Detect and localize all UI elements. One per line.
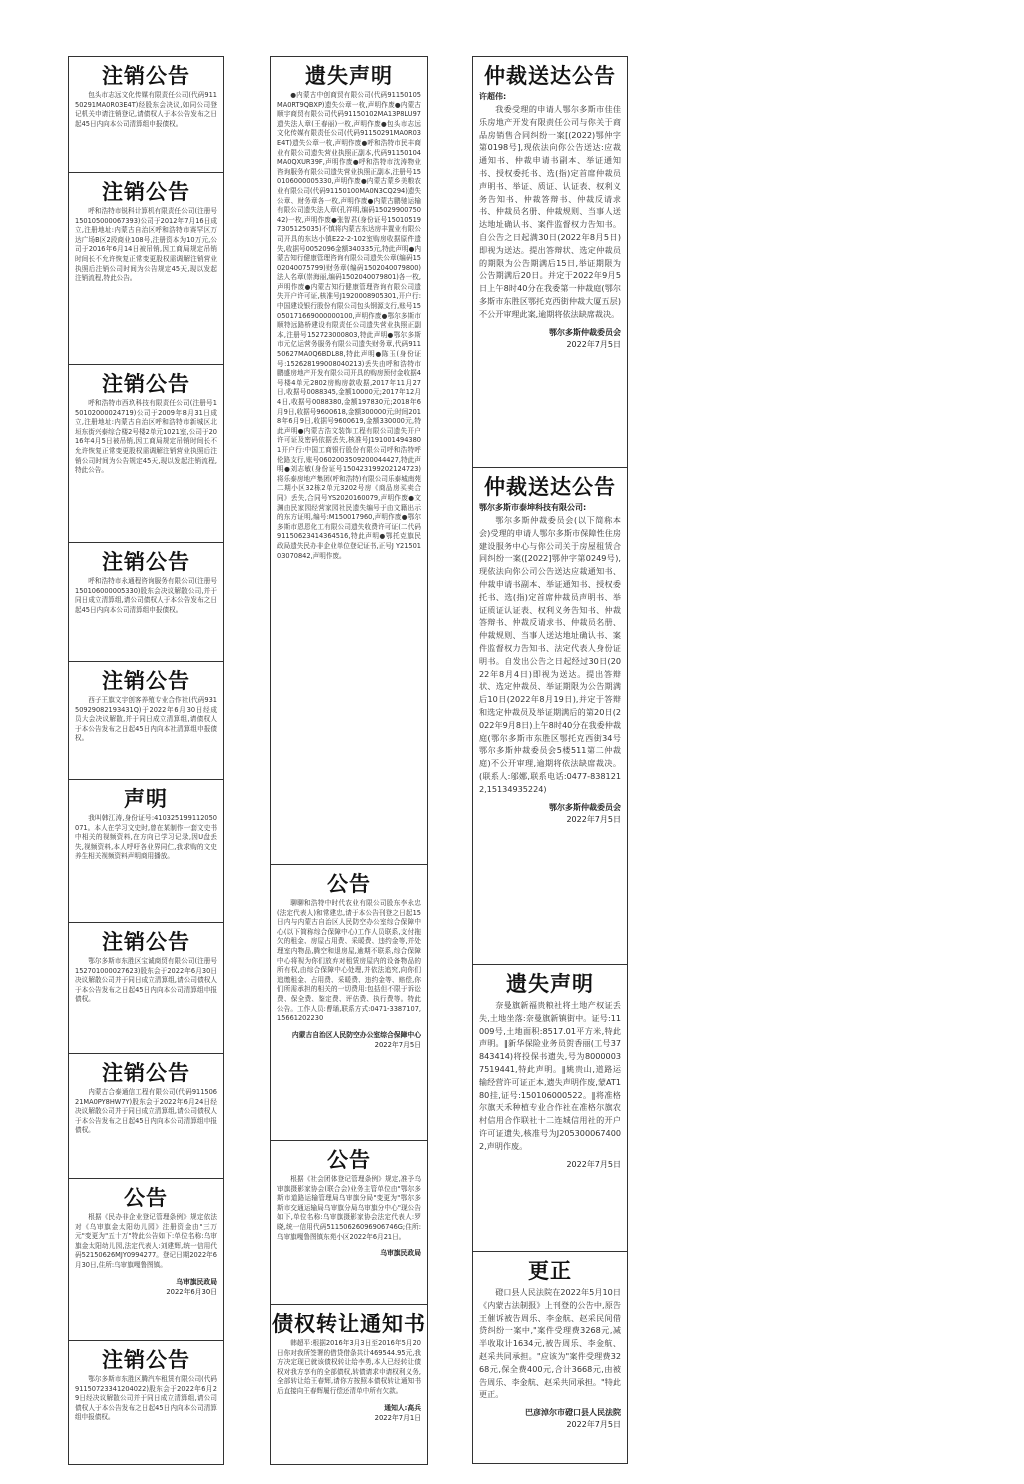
- notice-body: 聊聊和浩特中时代农业有限公司股东李永忠(法定代表人)和常建忠,请于本公告刊登之日起15日内与内蒙古自治区人民防空办公室综合保障中心(以下简称综合保障中心)工作人员联系,支付拖欠的租金、房屋占用费、采暖费、违约金等,并处理室内物品,腾空和退房屋,逾期不联系,综合保障中心将视为你们放弃对租赁房屋内的设备物品的所有权,由综合保障中心处理,并依法追究,向你们追缴租金、占用费、采暖费、违约金等、赔偿,你们所需承担的相关的一切费用:包括但不限于诉讼费、保全费、鉴定费、评估费、执行费等。特此公告。工作人员:曹璠,联系方式:0471-3387107,15661202230: [277, 899, 421, 1023]
- notice-body: 呼和浩特市永通程咨询服务有限公司(注册号150106000005330)股东会决议解散公司,并于同日成立清算组,请公司债权人于本公告发布之日起45日内向本公司清算组申报债权。: [75, 577, 217, 614]
- notice-date: 2022年7月1日: [374, 1413, 421, 1422]
- notice-box: [68, 662, 224, 780]
- notice-date: 2022年7月5日: [566, 339, 621, 349]
- notice-title: 更正: [528, 1258, 572, 1283]
- notice-box: [68, 923, 224, 1054]
- notice-box: [472, 468, 628, 965]
- notice-title: 注销公告: [102, 179, 190, 204]
- notice-title: 注销公告: [102, 668, 190, 693]
- notice-box: [472, 965, 628, 1252]
- notice-box: [270, 1305, 428, 1465]
- notice-signer: 乌审旗民政局: [380, 1249, 421, 1258]
- notice-box: [68, 173, 224, 365]
- notice-box: [68, 1341, 224, 1465]
- notice-signer: 巴彦淖尔市磴口县人民法院: [525, 1408, 621, 1418]
- column-right: [472, 56, 628, 1464]
- notice-body: 包头市志远文化传媒有限责任公司(代码91150291MA0R03E4T)经股东会决议,如同公司登记机关申请注销登记,请债权人于本公告发布之日起45日内向本公司清算组申报债权。: [75, 91, 217, 128]
- notice-box: [472, 56, 628, 468]
- notice-body: 韩超平:根据2016年3月3日至2016年5月20日你对我所签署的借贷借条共计469544.95元,我方决定现已就该债权转让给李勇,本人已经转让债权对我方享有的全部债权,转债请求申请权利义务,全部转让给王春辉,请你方按照本债权转让通知书后直接向王春辉履行偿还清单中所有欠款。: [277, 1339, 421, 1395]
- notice-signer: 内蒙古自治区人民防空办公室综合保障中心: [291, 1030, 421, 1039]
- notice-body: 根据《社会团体登记管理条例》规定,准予乌审旗摄影家协会(联合会)业务主管单位由"鄂尔多斯市道路运输管理局乌审旗分局"变更为"鄂尔多斯市交通运输局乌审旗分局乌审旗分中心"现公告如下,单位名称:乌审旗摄影家协会法定代表人:罗晓,统一信用代码51150626096906746G;住所:乌审旗嘎鲁图镇东苑小区2022年6月21日。: [277, 1175, 421, 1241]
- notice-box: [68, 56, 224, 173]
- notice-title: 注销公告: [102, 929, 190, 954]
- notice-box: [270, 865, 428, 1141]
- notice-title: 债权转让通知书: [272, 1311, 426, 1336]
- notice-addressee: 鄂尔多斯市泰坤科技有限公司:: [479, 503, 587, 512]
- notice-box: [68, 1054, 224, 1179]
- notice-box: [270, 1141, 428, 1305]
- notice-title: 注销公告: [102, 1347, 190, 1372]
- notice-body: 鄂尔多斯市东胜区宝诚商贸有限公司(注册号152701000027623)股东会于2022年6月30日决议解散公司并于同日成立清算组,请公司债权人于本公告发布之日起45日内向本公司清算组申报债权。: [75, 957, 217, 1004]
- notice-signer: 乌审旗民政局: [176, 1277, 217, 1286]
- notice-body: 磴口县人民法院在2022年5月10日《内蒙古法制报》上刊登的公告中,原告王催诉被告周乐、李金航、赵采民间借贷纠纷一案中,"案件受理费3268元,减半收取计1634元,被告周乐、李金航、赵采共同承担。"应该为"案件受理费3268元,保全费400元,合计3668元,由被告周乐、李金航、赵采共同承担。"特此更正。: [479, 1287, 621, 1400]
- notice-body: 我叫韩江涛,身份证号:410325199112050071。本人在学习文史时,曾在某制作一套文史书中相关的视频资料,在方向已学习记录,因U盘丢失,视频资料,本人呼吁各业界同仁,我求购的文史养生相关视频资料声明商用播放。: [75, 814, 217, 861]
- notice-signer: 鄂尔多斯仲裁委员会: [549, 802, 621, 812]
- notice-title: 遗失声明: [305, 63, 393, 88]
- notice-box: [68, 1179, 224, 1341]
- notice-signer: 鄂尔多斯仲裁委员会: [549, 327, 621, 337]
- notice-box: [68, 780, 224, 923]
- notice-box: [472, 1252, 628, 1464]
- notice-box: [270, 56, 428, 865]
- notice-title: 公告: [124, 1185, 168, 1210]
- notice-title: 注销公告: [102, 549, 190, 574]
- notice-body: 我委受理的申请人鄂尔多斯市佳佳乐房地产开发有限责任公司与你关于商品房销售合同纠纷一案[(2022)鄂仲字第0198号],现依法向你公告送达:应裁通知书、仲裁申请书副本、举证通知书、授权委托书、选(指)定首席仲裁员声明书、举证、质证、认证表、权利义务告知书、仲裁答辩书、仲裁反请求书、仲裁员名册、仲裁规则、当事人送达地址确认书、案件监督权力告知书。自公告之日起满30日(2022年8月5日)即视为送达。提出答辩状、选定仲裁员的期限为公告期满后15日,举证期限为公告期满后20日。并定于2022年9月5日上午8时40分在我委第一仲裁庭(鄂尔多斯市东胜区鄂托克西街仲裁大厦五层)不公开审理此案,逾期将依法缺席裁决。: [479, 104, 621, 319]
- notice-title: 公告: [327, 1147, 371, 1172]
- notice-title: 仲裁送达公告: [484, 474, 616, 499]
- column-left: [68, 56, 224, 1465]
- notice-box: [68, 543, 224, 662]
- column-middle: [270, 56, 428, 1465]
- notice-date: 2022年7月5日: [566, 1159, 621, 1169]
- notice-body: 鄂尔多斯市东胜区腾汽车租赁有限公司(代码91150723341204022)股东会于2022年6月29日经决议解散公司并于同日成立清算组,请公司债权人于本公告发布之日起45日内向本公司清算组申报债权。: [75, 1375, 217, 1422]
- notice-date: 2022年7月5日: [566, 814, 621, 824]
- notice-title: 公告: [327, 871, 371, 896]
- notice-title: 声明: [124, 786, 168, 811]
- notice-body: 鄂尔多斯仲裁委员会(以下简称本会)受理的申请人鄂尔多斯市保障性住房建设服务中心与你公司关于房屋租赁合同纠纷一案([2022]鄂仲字第0249号),现依法向你公司公告送达应裁通知书、仲裁申请书副本、举证通知书、授权委托书、选(指)定首席仲裁员声明书、举证质证认证表、权利义务告知书、仲裁答辩书、仲裁反请求书、仲裁员名册、仲裁规则、当事人送达地址确认书、案件监督权力告知书、法定代表人身份证明书。自发出公告之日起经过30日(2022年8月4日)即视为送达。提出答辩状、选定仲裁员、举证期限为公告期满后10日(2022年8月19日),并定于答辩和选定仲裁员及举证期满后的第20日(2022年9月8日)上午8时40分在我委仲裁庭(鄂尔多斯市东胜区鄂托克西街34号鄂尔多斯仲裁委员会5楼511第二仲裁庭)不公开审理,逾期将依法缺席裁决。(联系人:邬娜,联系电话:0477-8381212,15134935224): [479, 515, 621, 794]
- notice-title: 仲裁送达公告: [484, 63, 616, 88]
- notice-signer: 通知人:高兵: [384, 1403, 421, 1412]
- notice-body: ●内蒙古中创商贸有限公司(代码91150105MA0RT9QBXP)遗失公章一枚,声明作废●内蒙古顺宇商贸有限公司代码91150102MA13P8LU97遗失法人章(王春丽)一枚,声明作废●包头市志远文化传媒有限责任公司(代码91150291MA0R03E4T)遗失公章一枚,声明作废●呼和浩特市民丰商业有限公司遗失营业执照正副本,代码91150104MA0QXUR39F,声明作废●呼和浩特市沈涛物业咨询服务有限公司遗失营业执照正副本,注册号150106000005330,声明作废●内蒙古蒙乡美粮农业有限公司(代码91150100MA0N3CQ294)遗失公章、财务章各一枚,声明作废●内蒙古鹏驰运输有限公司遗失法人章(孔祥明,编码1502990075042)一枚,声明作废●张智君(身份证号150105197305125035)不慎将内蒙古东达房丰置业有限公司开具的东达小镇E22-2-102室购房收据原件遗失,收据号0052096金额340335元,特此声明●内蒙古知行健康管理咨询有限公司遗失公章(编码1502040075799)财务章(编码1502040079800)法人名章(崇海丽,编码1502040079801)各一枚,声明作废●内蒙古知行健康管理咨询有限公司遗失开户许可证,核准号J1920008905301,开户行:中国建设银行股份有限公司包头钢源支行,账号15050171669000000100,声明作废●鄂尔多斯市顺特远路桥建设有限责任公司遗失营业执照正副本,注册号152723000803,特此声明●鄂尔多斯市元亿运营务服务有限公司遗失财务章,代码91150627MA0Q6BDL88,特此声明●陈玉(身份证号:152628199008040213)丢失由呼和浩特市鹏盛房地产开发有限公司开具的购房预付金收据4号楼4单元2802房购房款收据,2017年11月27日,收据号0088345,金额10000元;2017年12月4日,收据号0088380,金额197830元;2018年6月9日,收据号9600618,金额300000元;时间2018年6月9日,收据号9600619,金额330000元,特此声明●内蒙古浩文装饰工程有限公司遗失开户许可证及密码依据丢失,核准号J1910014943801开户行:中国工商银行股份有限公司呼和浩特呼伦路支行,账号0602003509200044427,特此声明●刘志敏(身份证号150423199202124723)将乐泰房地产集团(呼和浩特)有限公司乐泰城南苑二期小区32栋2单元3202号房《商品房买卖合同》丢失,合同号YS2020160079,声明作废●文渊由民家园经营家园社民遗失编号于由文籍出示的东方证明,编号:M150017960,声明作废●鄂尔多斯市恩恩化工有限公司遗失收费许可证(二代码91150623414364516,特此声明●鄂托克旗民政局遗失民办非企业单位登记证书,正号J Y2150103070842,声明作废。: [277, 91, 421, 560]
- notice-title: 遗失声明: [506, 971, 594, 996]
- notice-body: 呼和浩特市锐科计算机有限责任公司(注册号150105000067393)公司于2012年7月16日成立,注册地址:内蒙古自治区呼和浩特市赛罕区万达广场B区2段商业108号,注册资本为10万元,公司于2016年6月14日被吊销,因工商局规定吊销时间长不允许恢复正常变更股权需调解注销营业执照后注销公司时间为公告规定45天,现以发起注销流程,特此公告。: [75, 207, 217, 283]
- notice-box: [68, 365, 224, 543]
- notice-addressee: 许超伟:: [479, 92, 507, 101]
- notice-body: 内蒙古合泰通信工程有限公司(代码91150621MA0PY8HW7Y)股东会于2022年6月24日经决议解散公司并于同日成立清算组,请公司债权人于本公告发布之日起45日内向本公司清算组申报债权。: [75, 1088, 217, 1135]
- notice-date: 2022年7月5日: [566, 1420, 621, 1430]
- notice-title: 注销公告: [102, 63, 190, 88]
- notice-body: 呼和浩特市西玖科技有限责任公司(注册号150102000024719)公司于2009年8月31日成立,注册地址:内蒙古自治区呼和浩特市新城区北垣东街兴泰综合楼2号楼2单元1021室,公司于2016年4月5日被吊销,因工商局规定吊销时间长不允许恢复正常变更股权需调解注销营业执照后注销公司时间为公告规定45天,现以发起注销流程,特此公告。: [75, 399, 217, 475]
- notice-title: 注销公告: [102, 1060, 190, 1085]
- notice-body: 西子王旗文宇创客养殖专业合作社(代码93150929082193431Q)于2022年6月30日经成员大会决议解散,并于同日成立清算组,请债权人于本公告发布之日起45日内向本社清算组申报债权。: [75, 696, 217, 743]
- notice-date: 2022年7月5日: [374, 1040, 421, 1049]
- notice-title: 注销公告: [102, 371, 190, 396]
- notice-date: 2022年6月30日: [166, 1287, 217, 1296]
- notice-body: 奈曼旗新福贵粮社将土地产权证丢失,土地坐落:奈曼旗新镇街中。证号:11009号,土地面积:8517.01平方米,特此声明。‖新华保险业务员贺香丽(工号37843414)将投保书遗失,号为80000037519441,特此声明。‖姚贵山,道路运输经营许可证正本,遗失声明作废,蒙AT180挂,证号:150106000522。‖将准格尔旗天禾种植专业合作社在准格尔旗农村信用合作联社十二连城信用社的开户许可证遗失,核准号为J2053000674002,声明作废。: [479, 1000, 621, 1151]
- notice-body: 根据《民办非企业登记管理条例》规定依法对《乌审旗金太阳幼儿园》注册资金由"三万元"变更为"五十万"特此公告如下:单位名称:乌审旗金太阳幼儿园,法定代表人:刘建辉,统一信用代码52150626MJY0994277。登记日期2022年6月30日,住所:乌审旗嘎鲁图镇。: [75, 1213, 217, 1269]
